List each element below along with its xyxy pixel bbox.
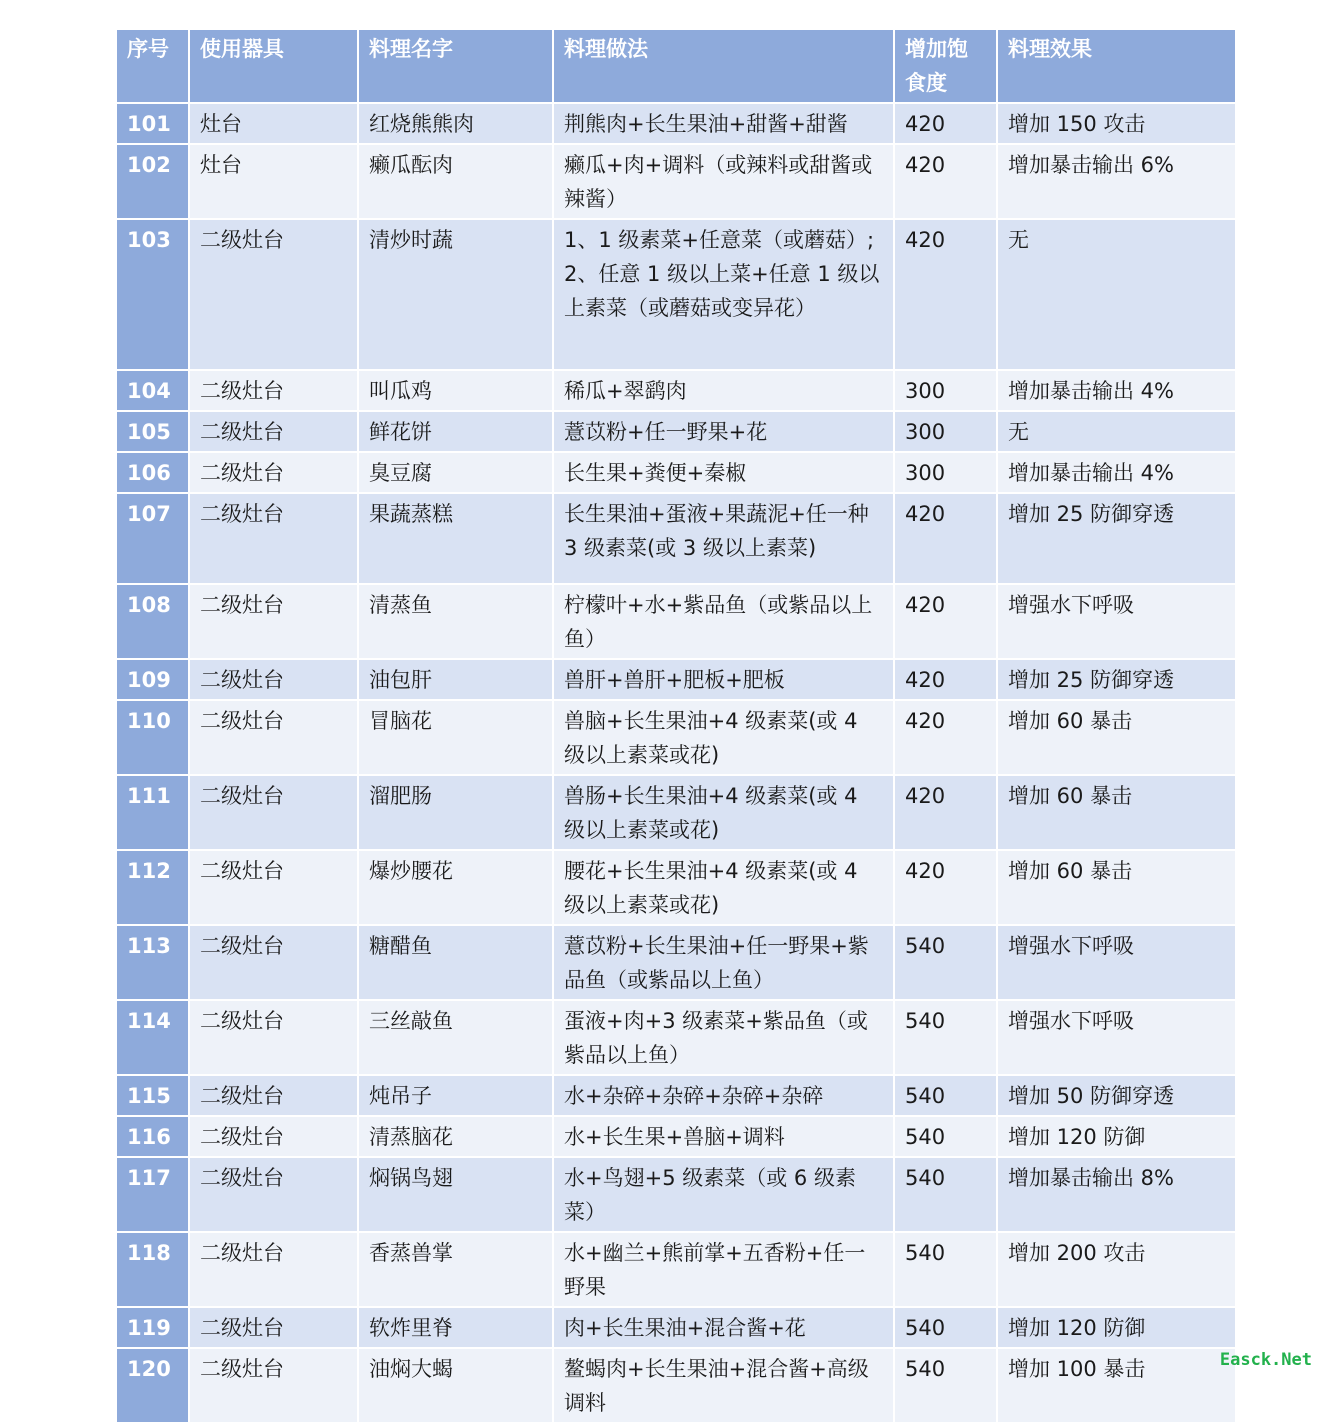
table-body (116, 103, 1236, 1423)
table-header (116, 29, 1236, 103)
cell-tool: 二级灶台 (189, 493, 358, 584)
cell-dish-name: 软炸里脊 (358, 1307, 553, 1348)
cell-tool: 灶台 (189, 144, 358, 219)
cell-recipe: 水+幽兰+熊前掌+五香粉+任一野果 (553, 1232, 894, 1307)
cell-tool: 二级灶台 (189, 584, 358, 659)
cell-index: 103 (116, 219, 189, 370)
cell-recipe: 兽脑+长生果油+4 级素菜(或 4 级以上素菜或花) (553, 700, 894, 775)
cell-recipe: 薏苡粉+长生果油+任一野果+紫品鱼（或紫品以上鱼） (553, 925, 894, 1000)
cell-satiety: 420 (894, 103, 997, 144)
table-row (116, 584, 1236, 659)
cell-recipe: 稀瓜+翠鹞肉 (553, 370, 894, 411)
cell-recipe: 长生果+粪便+秦椒 (553, 452, 894, 493)
cell-index: 104 (116, 370, 189, 411)
cell-satiety: 540 (894, 1348, 997, 1423)
cell-tool: 二级灶台 (189, 1232, 358, 1307)
cell-effect: 增加 120 防御 (997, 1307, 1236, 1348)
cell-tool: 二级灶台 (189, 219, 358, 370)
recipe-table (115, 28, 1237, 1424)
cell-tool: 二级灶台 (189, 1000, 358, 1075)
cell-dish-name: 爆炒腰花 (358, 850, 553, 925)
cell-tool: 二级灶台 (189, 370, 358, 411)
cell-dish-name: 炖吊子 (358, 1075, 553, 1116)
cell-satiety: 420 (894, 144, 997, 219)
cell-dish-name: 糖醋鱼 (358, 925, 553, 1000)
table-row (116, 370, 1236, 411)
cell-recipe: 水+长生果+兽脑+调料 (553, 1116, 894, 1157)
cell-index: 106 (116, 452, 189, 493)
cell-satiety: 420 (894, 219, 997, 370)
cell-satiety: 300 (894, 411, 997, 452)
table-row (116, 1232, 1236, 1307)
cell-satiety: 420 (894, 850, 997, 925)
cell-recipe: 兽肝+兽肝+肥板+肥板 (553, 659, 894, 700)
cell-index: 118 (116, 1232, 189, 1307)
cell-dish-name: 清炒时蔬 (358, 219, 553, 370)
header-recipe: 料理做法 (553, 29, 894, 103)
table-row (116, 659, 1236, 700)
table-row (116, 850, 1236, 925)
cell-index: 119 (116, 1307, 189, 1348)
cell-index: 117 (116, 1157, 189, 1232)
cell-tool: 二级灶台 (189, 850, 358, 925)
cell-recipe: 柠檬叶+水+紫品鱼（或紫品以上鱼） (553, 584, 894, 659)
cell-recipe: 薏苡粉+任一野果+花 (553, 411, 894, 452)
cell-effect: 增加 150 攻击 (997, 103, 1236, 144)
cell-effect: 增加暴击输出 6% (997, 144, 1236, 219)
cell-dish-name: 叫瓜鸡 (358, 370, 553, 411)
cell-tool: 二级灶台 (189, 1307, 358, 1348)
cell-recipe: 1、1 级素菜+任意菜（或蘑菇）;2、任意 1 级以上菜+任意 1 级以上素菜（或蘑菇或变异花） (553, 219, 894, 370)
cell-dish-name: 油焖大蝎 (358, 1348, 553, 1423)
cell-index: 102 (116, 144, 189, 219)
cell-recipe: 鳌蝎肉+长生果油+混合酱+高级调料 (553, 1348, 894, 1423)
cell-effect: 增加暴击输出 4% (997, 452, 1236, 493)
cell-recipe: 水+鸟翅+5 级素菜（或 6 级素菜） (553, 1157, 894, 1232)
cell-index: 111 (116, 775, 189, 850)
cell-index: 116 (116, 1116, 189, 1157)
header-tool: 使用器具 (189, 29, 358, 103)
cell-satiety: 420 (894, 775, 997, 850)
cell-dish-name: 溜肥肠 (358, 775, 553, 850)
cell-recipe: 荆熊肉+长生果油+甜酱+甜酱 (553, 103, 894, 144)
cell-effect: 增加 100 暴击 (997, 1348, 1236, 1423)
cell-recipe: 水+杂碎+杂碎+杂碎+杂碎 (553, 1075, 894, 1116)
cell-recipe: 蛋液+肉+3 级素菜+紫品鱼（或紫品以上鱼） (553, 1000, 894, 1075)
cell-tool: 二级灶台 (189, 775, 358, 850)
table-row (116, 700, 1236, 775)
cell-dish-name: 清蒸脑花 (358, 1116, 553, 1157)
cell-satiety: 420 (894, 493, 997, 584)
header-index: 序号 (116, 29, 189, 103)
cell-tool: 二级灶台 (189, 1116, 358, 1157)
cell-effect: 增加 60 暴击 (997, 850, 1236, 925)
cell-dish-name: 焖锅鸟翅 (358, 1157, 553, 1232)
cell-satiety: 300 (894, 452, 997, 493)
cell-effect: 增加暴击输出 8% (997, 1157, 1236, 1232)
table-row (116, 925, 1236, 1000)
cell-index: 112 (116, 850, 189, 925)
cell-dish-name: 三丝敲鱼 (358, 1000, 553, 1075)
cell-satiety: 540 (894, 1232, 997, 1307)
cell-effect: 增强水下呼吸 (997, 925, 1236, 1000)
cell-effect: 增加 120 防御 (997, 1116, 1236, 1157)
cell-recipe: 长生果油+蛋液+果蔬泥+任一种 3 级素菜(或 3 级以上素菜) (553, 493, 894, 584)
cell-index: 110 (116, 700, 189, 775)
cell-satiety: 420 (894, 584, 997, 659)
header-satiety: 增加饱食度 (894, 29, 997, 103)
cell-effect: 无 (997, 219, 1236, 370)
table-row (116, 775, 1236, 850)
cell-satiety: 540 (894, 1000, 997, 1075)
table-row (116, 493, 1236, 584)
cell-tool: 二级灶台 (189, 700, 358, 775)
table-row (116, 103, 1236, 144)
table-row (116, 219, 1236, 370)
cell-tool: 二级灶台 (189, 411, 358, 452)
watermark: Easck.Net (1219, 1350, 1312, 1370)
cell-dish-name: 油包肝 (358, 659, 553, 700)
cell-satiety: 420 (894, 700, 997, 775)
table-row (116, 411, 1236, 452)
cell-effect: 增加 200 攻击 (997, 1232, 1236, 1307)
cell-dish-name: 香蒸兽掌 (358, 1232, 553, 1307)
cell-satiety: 540 (894, 1157, 997, 1232)
cell-index: 109 (116, 659, 189, 700)
cell-satiety: 540 (894, 1307, 997, 1348)
cell-index: 105 (116, 411, 189, 452)
cell-dish-name: 红烧熊熊肉 (358, 103, 553, 144)
table-row (116, 144, 1236, 219)
cell-index: 108 (116, 584, 189, 659)
table-row (116, 1157, 1236, 1232)
table-row (116, 1348, 1236, 1423)
table-row (116, 1000, 1236, 1075)
cell-recipe: 兽肠+长生果油+4 级素菜(或 4 级以上素菜或花) (553, 775, 894, 850)
header-row (116, 29, 1236, 103)
cell-satiety: 540 (894, 1075, 997, 1116)
cell-effect: 增加 60 暴击 (997, 775, 1236, 850)
cell-satiety: 420 (894, 659, 997, 700)
cell-tool: 灶台 (189, 103, 358, 144)
cell-tool: 二级灶台 (189, 659, 358, 700)
header-dish-name: 料理名字 (358, 29, 553, 103)
cell-effect: 增加 60 暴击 (997, 700, 1236, 775)
cell-effect: 无 (997, 411, 1236, 452)
cell-recipe: 癞瓜+肉+调料（或辣料或甜酱或辣酱） (553, 144, 894, 219)
cell-dish-name: 果蔬蒸糕 (358, 493, 553, 584)
cell-effect: 增加 25 防御穿透 (997, 493, 1236, 584)
cell-tool: 二级灶台 (189, 1348, 358, 1423)
cell-tool: 二级灶台 (189, 452, 358, 493)
cell-index: 113 (116, 925, 189, 1000)
cell-recipe: 腰花+长生果油+4 级素菜(或 4 级以上素菜或花) (553, 850, 894, 925)
table-row (116, 452, 1236, 493)
cell-effect: 增强水下呼吸 (997, 1000, 1236, 1075)
cell-recipe: 肉+长生果油+混合酱+花 (553, 1307, 894, 1348)
header-effect: 料理效果 (997, 29, 1236, 103)
cell-effect: 增加 25 防御穿透 (997, 659, 1236, 700)
table-row (116, 1116, 1236, 1157)
cell-tool: 二级灶台 (189, 925, 358, 1000)
cell-dish-name: 癞瓜酝肉 (358, 144, 553, 219)
cell-tool: 二级灶台 (189, 1075, 358, 1116)
cell-dish-name: 臭豆腐 (358, 452, 553, 493)
cell-dish-name: 鲜花饼 (358, 411, 553, 452)
table-row (116, 1307, 1236, 1348)
table-row (116, 1075, 1236, 1116)
cell-effect: 增加 50 防御穿透 (997, 1075, 1236, 1116)
cell-index: 114 (116, 1000, 189, 1075)
cell-satiety: 540 (894, 925, 997, 1000)
cell-index: 115 (116, 1075, 189, 1116)
cell-index: 101 (116, 103, 189, 144)
cell-dish-name: 冒脑花 (358, 700, 553, 775)
cell-satiety: 300 (894, 370, 997, 411)
cell-index: 120 (116, 1348, 189, 1423)
cell-effect: 增强水下呼吸 (997, 584, 1236, 659)
cell-tool: 二级灶台 (189, 1157, 358, 1232)
cell-satiety: 540 (894, 1116, 997, 1157)
cell-index: 107 (116, 493, 189, 584)
cell-dish-name: 清蒸鱼 (358, 584, 553, 659)
cell-effect: 增加暴击输出 4% (997, 370, 1236, 411)
